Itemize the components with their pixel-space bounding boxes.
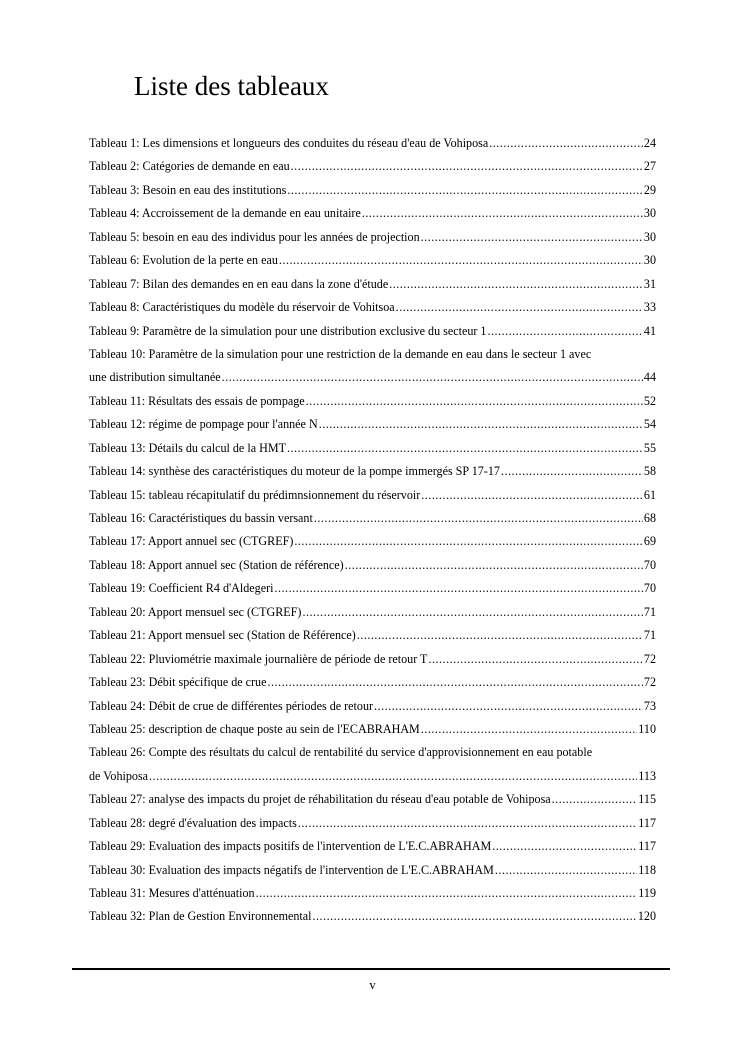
dot-leader — [319, 413, 643, 436]
entry-page-number: 54 — [643, 417, 656, 432]
dot-leader — [256, 882, 638, 905]
table-list-entry[interactable] — [89, 320, 656, 343]
entry-label: Tableau 26: Compte des résultats du calcul de rentabilité du service d'approvisionnement en eau potable — [89, 745, 593, 760]
table-list-entry[interactable] — [89, 273, 656, 296]
page-number: v — [369, 978, 376, 992]
table-list-entry[interactable] — [89, 859, 656, 882]
table-list-entry[interactable] — [89, 624, 656, 647]
entry-page-number: 71 — [643, 604, 656, 619]
table-list-entry[interactable] — [89, 343, 656, 390]
dot-leader — [487, 320, 642, 343]
entry-page-number: 118 — [638, 862, 656, 877]
table-list-entry[interactable] — [89, 882, 656, 905]
dot-leader — [357, 624, 643, 647]
entry-label: Tableau 28: degré d'évaluation des impacts — [89, 815, 297, 830]
entry-page-number: 115 — [638, 792, 656, 807]
dot-leader — [149, 765, 637, 788]
entry-page-number: 61 — [643, 487, 656, 502]
entry-label: Tableau 3: Besoin en eau des institutions — [89, 182, 287, 197]
entry-page-number: 33 — [643, 300, 656, 315]
entry-page-number: 30 — [643, 206, 656, 221]
entry-label: Tableau 15: tableau récapitulatif du prédimnsionnement du réservoir — [89, 487, 421, 502]
dot-leader — [287, 437, 643, 460]
entry-label: Tableau 19: Coefficient R4 d'Aldegeri — [89, 581, 274, 596]
entry-page-number: 69 — [643, 534, 656, 549]
dot-leader — [294, 530, 643, 553]
entry-label: Tableau 32: Plan de Gestion Environnemental — [89, 909, 312, 924]
dot-leader — [489, 132, 643, 155]
dot-leader — [314, 507, 643, 530]
table-list — [89, 132, 656, 929]
entry-label: Tableau 5: besoin en eau des individus pour les années de projection — [89, 229, 420, 244]
dot-leader — [279, 249, 643, 272]
entry-page-number: 58 — [643, 464, 656, 479]
entry-page-number: 117 — [638, 815, 656, 830]
entry-label: Tableau 8: Caractéristiques du modèle du réservoir de Vohitsoa — [89, 300, 395, 315]
entry-label: Tableau 30: Evaluation des impacts négatifs de l'intervention de L'E.C.ABRAHAM — [89, 862, 494, 877]
table-list-entry[interactable] — [89, 835, 656, 858]
entry-label: Tableau 29: Evaluation des impacts positifs de l'intervention de L'E.C.ABRAHAM — [89, 839, 492, 854]
table-list-entry[interactable] — [89, 437, 656, 460]
entry-label: Tableau 16: Caractéristiques du bassin versant — [89, 511, 313, 526]
entry-page-number: 72 — [643, 651, 656, 666]
dot-leader — [313, 905, 637, 928]
dot-leader — [492, 835, 637, 858]
table-list-entry[interactable] — [89, 577, 656, 600]
entry-page-number: 44 — [643, 370, 656, 385]
table-list-entry[interactable] — [89, 741, 656, 788]
table-list-entry[interactable] — [89, 202, 656, 225]
dot-leader — [291, 155, 643, 178]
dot-leader — [345, 554, 643, 577]
table-list-entry[interactable] — [89, 648, 656, 671]
entry-label: Tableau 11: Résultats des essais de pompage — [89, 393, 305, 408]
entry-page-number: 110 — [638, 721, 656, 736]
table-list-entry[interactable] — [89, 718, 656, 741]
dot-leader — [298, 812, 637, 835]
page-title: Liste des tableaux — [134, 71, 329, 101]
entry-page-number: 119 — [638, 886, 656, 901]
table-list-entry[interactable] — [89, 226, 656, 249]
entry-label-continuation: de Vohiposa — [89, 768, 149, 783]
table-list-entry[interactable] — [89, 155, 656, 178]
table-list-entry[interactable] — [89, 695, 656, 718]
dot-leader — [552, 788, 638, 811]
table-list-entry[interactable] — [89, 179, 656, 202]
table-list-entry[interactable] — [89, 812, 656, 835]
entry-label: Tableau 18: Apport annuel sec (Station de référence) — [89, 557, 344, 572]
dot-leader — [396, 296, 643, 319]
dot-leader — [222, 366, 643, 389]
entry-page-number: 120 — [637, 909, 656, 924]
dot-leader — [302, 601, 642, 624]
entry-page-number: 24 — [643, 136, 656, 150]
entry-page-number: 71 — [643, 628, 656, 643]
dot-leader — [421, 484, 643, 507]
dot-leader — [389, 273, 643, 296]
table-list-entry[interactable] — [89, 671, 656, 694]
table-list-entry[interactable] — [89, 788, 656, 811]
entry-label: Tableau 10: Paramètre de la simulation pour une restriction de la demande en eau dans le secteur 1 avec — [89, 346, 592, 361]
entry-page-number: 41 — [643, 323, 656, 338]
entry-page-number: 70 — [643, 581, 656, 596]
dot-leader — [274, 577, 642, 600]
dot-leader — [287, 179, 643, 202]
entry-label: Tableau 24: Débit de crue de différentes périodes de retour — [89, 698, 374, 713]
entry-label: Tableau 23: Débit spécifique de crue — [89, 675, 267, 690]
entry-page-number: 29 — [643, 182, 656, 197]
dot-leader — [501, 460, 643, 483]
entry-page-number: 73 — [643, 698, 656, 713]
entry-label: Tableau 20: Apport mensuel sec (CTGREF) — [89, 604, 302, 619]
entry-label: Tableau 25: description de chaque poste au sein de l'ECABRAHAM — [89, 721, 420, 736]
table-list-entry[interactable] — [89, 460, 656, 483]
entry-page-number: 70 — [643, 557, 656, 572]
entry-page-number: 117 — [638, 839, 656, 854]
table-list-entry[interactable] — [89, 507, 656, 530]
entry-label: Tableau 7: Bilan des demandes en en eau dans la zone d'étude — [89, 276, 389, 291]
entry-label: Tableau 13: Détails du calcul de la HMT — [89, 440, 286, 455]
entry-label: Tableau 9: Paramètre de la simulation pour une distribution exclusive du secteur 1 — [89, 323, 487, 338]
entry-page-number: 30 — [643, 229, 656, 244]
entry-page-number: 31 — [643, 276, 656, 291]
entry-label: Tableau 14: synthèse des caractéristiques du moteur de la pompe immergés SP 17-17 — [89, 464, 500, 479]
table-list-entry[interactable] — [89, 554, 656, 577]
dot-leader — [306, 390, 643, 413]
table-list-entry[interactable] — [89, 132, 656, 155]
table-list-entry[interactable] — [89, 249, 656, 272]
entry-label-continuation: une distribution simultanée — [89, 370, 221, 385]
table-list-entry[interactable] — [89, 413, 656, 436]
dot-leader — [495, 859, 637, 882]
dot-leader — [421, 226, 643, 249]
entry-label: Tableau 6: Evolution de la perte en eau — [89, 253, 278, 268]
entry-label: Tableau 1: Les dimensions et longueurs des conduites du réseau d'eau de Vohiposa — [89, 136, 489, 150]
entry-label: Tableau 27: analyse des impacts du projet de réhabilitation du réseau d'eau potable de Vohiposa — [89, 792, 551, 807]
dot-leader — [362, 202, 643, 225]
entry-page-number: 27 — [643, 159, 656, 174]
entry-page-number: 113 — [638, 768, 656, 783]
table-list-entry[interactable] — [89, 601, 656, 624]
entry-label: Tableau 31: Mesures d'atténuation — [89, 886, 255, 901]
dot-leader — [428, 648, 642, 671]
entry-page-number: 55 — [643, 440, 656, 455]
entry-page-number: 68 — [643, 511, 656, 526]
dot-leader — [374, 695, 643, 718]
table-list-entry[interactable] — [89, 484, 656, 507]
table-list-entry[interactable] — [89, 530, 656, 553]
entry-page-number: 30 — [643, 253, 656, 268]
table-list-entry[interactable] — [89, 905, 656, 928]
entry-label: Tableau 2: Catégories de demande en eau — [89, 159, 290, 174]
entry-label: Tableau 17: Apport annuel sec (CTGREF) — [89, 534, 294, 549]
entry-label: Tableau 21: Apport mensuel sec (Station de Référence) — [89, 628, 356, 643]
table-list-entry[interactable] — [89, 390, 656, 413]
dot-leader — [421, 718, 637, 741]
footer-divider — [72, 968, 670, 970]
dot-leader — [267, 671, 642, 694]
entry-label: Tableau 12: régime de pompage pour l'année N — [89, 417, 318, 432]
entry-page-number: 52 — [643, 393, 656, 408]
table-list-entry[interactable] — [89, 296, 656, 319]
entry-label: Tableau 22: Pluviométrie maximale journalière de période de retour T — [89, 651, 428, 666]
entry-page-number: 72 — [643, 675, 656, 690]
entry-label: Tableau 4: Accroissement de la demande en eau unitaire — [89, 206, 361, 221]
